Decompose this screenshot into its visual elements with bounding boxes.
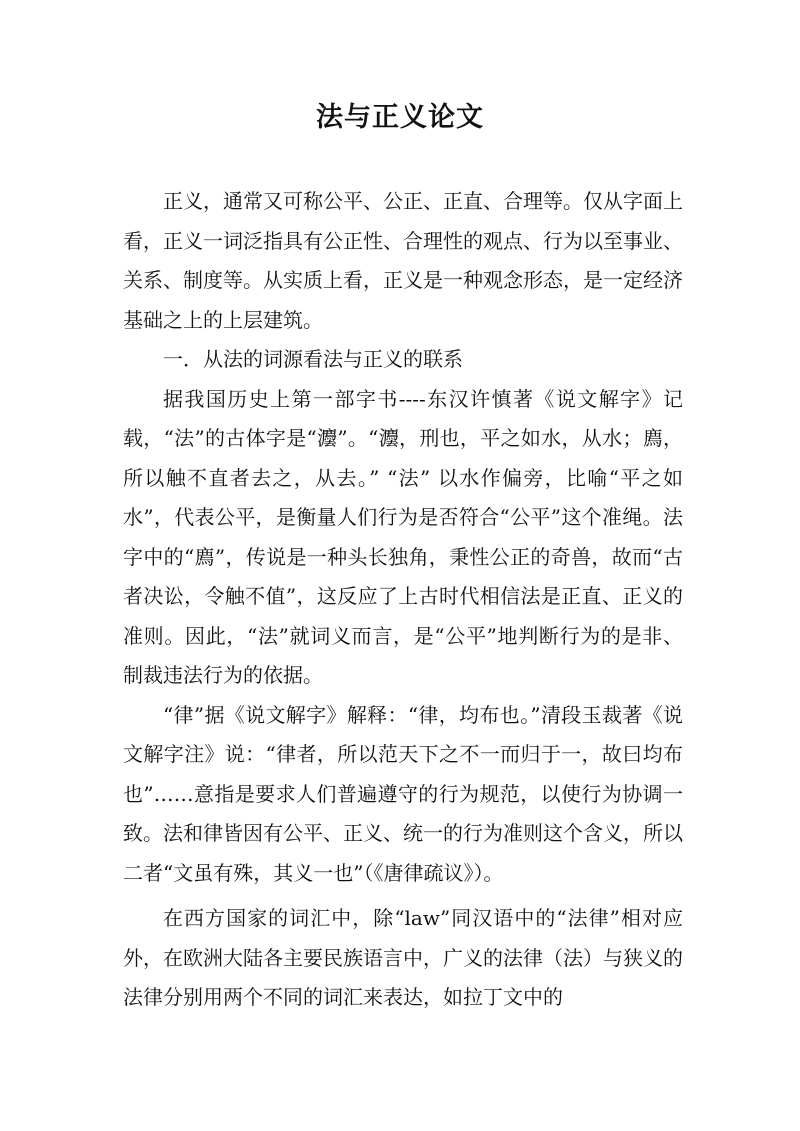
paragraph-intro: 正义，通常又可称公平、公正、正直、合理等。仅从字面上看，正义一词泛指具有公正性、合理性的观点、行为以至事业、关系、制度等。从实质上看，正义是一种观念形态，是一定经济基础之上的上层建筑。	[123, 189, 683, 332]
page-title: 法与正义论文	[316, 102, 484, 133]
document-body	[123, 182, 683, 1018]
paragraph-lv-etymology: “律”据《说文解字》解释：“律，均布也。”清段玉裁著《说文解字注》说：“律者，所以范天下之不一而归于一，故曰均布也”……意指是要求人们普遍遵守的行为规范，以使行为协调一致。法和律皆因有公平、正义、统一的行为准则这个含义，所以二者“文虽有殊，其义一也”（《唐律疏议》）。	[123, 702, 683, 885]
section-heading: 一．从法的词源看法与正义的联系	[163, 347, 463, 371]
paragraph-fa-etymology: 据我国历史上第一部字书----东汉许慎著《说文解字》记载，“法”的古体字是“灋”。“灋，刑也，平之如水，从水；廌，所以触不直者去之，从去。” “法” 以水作偏旁，比喻“平之如水”，代表公平，是衡量人们行为是否符合“公平”这个准绳。法字中的“廌”，传说是一种头长独角，秉性公正的奇兽，故而“古者决讼，令触不值”，这反应了上古时代相信法是正直、正义的准则。因此，“法”就词义而言，是“公平”地判断行为的是非、制裁违法行为的依据。	[123, 386, 683, 687]
paragraph-western-vocabulary: 在西方国家的词汇中，除“law”同汉语中的“法律”相对应外，在欧洲大陆各主要民族语言中，广义的法律（法）与狭义的法律分别用两个不同的词汇来表达，如拉丁文中的	[123, 906, 683, 1009]
